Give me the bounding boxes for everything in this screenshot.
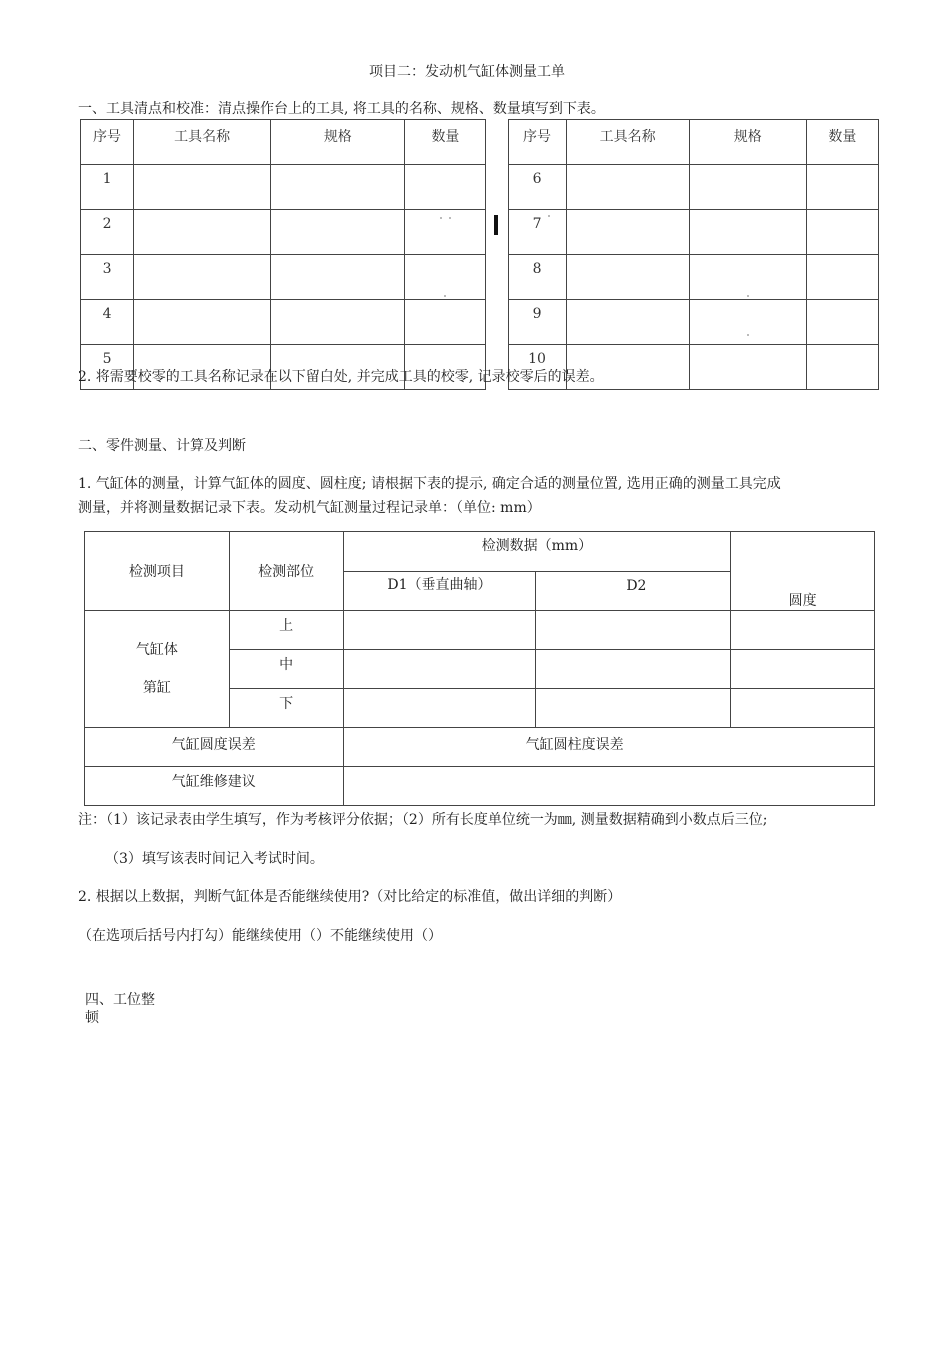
row-index: 6 — [508, 165, 566, 210]
col-header-index-right: 序号 — [508, 120, 566, 165]
judgment-question: 2. 根据以上数据，判断气缸体是否能继续使用?（对比给定的标准值，做出详细的判断） — [78, 889, 622, 905]
qty-cell[interactable] — [806, 345, 878, 390]
header-row-1 — [85, 532, 875, 572]
d1-cell[interactable] — [343, 689, 536, 728]
repair-advice-label: 气缸维修建议 — [85, 767, 344, 806]
d2-cell[interactable] — [536, 611, 731, 650]
row-index: 5 — [81, 345, 134, 390]
table-row — [85, 728, 875, 767]
col-header-part: 检测部位 — [229, 532, 343, 611]
section4-heading-line2: 顿 — [85, 1010, 99, 1026]
measurement-table — [84, 531, 875, 806]
row-index: 7 — [508, 210, 566, 255]
table-row — [81, 165, 879, 210]
row-index: 4 — [81, 300, 134, 345]
scan-speck — [440, 217, 442, 219]
table-row — [85, 611, 875, 650]
col-header-spec-right: 规格 — [689, 120, 806, 165]
table-row — [81, 210, 879, 255]
spec-cell[interactable] — [271, 210, 405, 255]
col-header-qty-right: 数量 — [806, 120, 878, 165]
spec-cell[interactable] — [271, 255, 405, 300]
table-row — [85, 767, 875, 806]
qty-cell[interactable] — [806, 255, 878, 300]
cylinder-label — [85, 611, 230, 728]
zeroing-note: 2. 将需要校零的工具名称记录在以下留白处, 并完成工具的校零, 记录校零后的误差。 — [78, 369, 604, 385]
row-index: 8 — [508, 255, 566, 300]
tool-name-cell[interactable] — [134, 210, 271, 255]
cylindricity-error-label: 气缸圆柱度误差 — [343, 728, 874, 767]
scan-speck — [548, 215, 550, 217]
scan-speck — [747, 334, 749, 336]
judgment-options: （在选项后括号内打勾）能继续使用（）不能继续使用（） — [78, 928, 442, 944]
tools-table — [80, 119, 879, 390]
page-title: 项目二：发动机气缸体测量工单 — [369, 64, 565, 80]
col-header-spec: 规格 — [271, 120, 405, 165]
scan-speck — [444, 295, 446, 297]
table-gap — [486, 255, 508, 300]
spec-cell[interactable] — [271, 165, 405, 210]
roundness-error-label: 气缸圆度误差 — [85, 728, 344, 767]
spec-cell[interactable] — [689, 255, 806, 300]
table-row — [81, 300, 879, 345]
spec-cell[interactable] — [271, 300, 405, 345]
row-index: 3 — [81, 255, 134, 300]
row-index: 9 — [508, 300, 566, 345]
qty-cell[interactable] — [405, 255, 486, 300]
cylinder-label-line2: 第缸 — [142, 680, 171, 696]
qty-cell[interactable] — [405, 165, 486, 210]
tools-header-row — [81, 120, 879, 165]
spec-cell[interactable] — [689, 300, 806, 345]
qty-cell[interactable] — [806, 165, 878, 210]
measurement-instructions-line1: 1. 气缸体的测量，计算气缸体的圆度、圆柱度; 请根据下表的提示, 确定合适的测量位置, 选用正确的测量工具完成 — [78, 476, 781, 492]
row-index: 10 — [508, 345, 566, 390]
cylinder-label-line1: 气缸体 — [135, 642, 178, 658]
table-note-line1: 注：（1）该记录表由学生填写，作为考核评分依据；（2）所有长度单位统一为㎜, 测量数据精确到小数点后三位; — [78, 812, 768, 828]
row-index: 2 — [81, 210, 134, 255]
table-gap — [486, 300, 508, 345]
repair-advice-cell[interactable] — [343, 767, 874, 806]
d2-cell[interactable] — [536, 689, 731, 728]
col-header-tool-name-right: 工具名称 — [566, 120, 689, 165]
section1-heading: 一、工具清点和校准：清点操作台上的工具, 将工具的名称、规格、数量填写到下表。 — [78, 101, 605, 117]
qty-cell[interactable] — [806, 210, 878, 255]
qty-cell[interactable] — [405, 210, 486, 255]
roundness-cell[interactable] — [731, 650, 875, 689]
tool-name-cell[interactable] — [566, 165, 689, 210]
scan-speck — [449, 217, 451, 219]
col-header-tool-name: 工具名称 — [134, 120, 271, 165]
table-note-line2: （3）填写该表时间记入考试时间。 — [105, 851, 324, 867]
tool-name-cell[interactable] — [566, 300, 689, 345]
spec-cell[interactable] — [689, 165, 806, 210]
measurement-instructions-line2: 测量，并将测量数据记录下表。发动机气缸测量过程记录单：（单位: mm） — [78, 500, 541, 516]
tool-name-cell[interactable] — [134, 300, 271, 345]
col-header-d1: D1（垂直曲轴） — [343, 572, 536, 611]
col-header-d2: D2 — [536, 572, 731, 611]
spec-cell[interactable] — [689, 345, 806, 390]
d2-cell[interactable] — [536, 650, 731, 689]
qty-cell[interactable] — [806, 300, 878, 345]
table-row — [81, 255, 879, 300]
section2-heading: 二、零件测量、计算及判断 — [78, 438, 246, 454]
spec-cell[interactable] — [689, 210, 806, 255]
position-top: 上 — [229, 611, 343, 650]
separator-mark — [494, 215, 498, 235]
roundness-cell[interactable] — [731, 611, 875, 650]
tool-name-cell[interactable] — [566, 210, 689, 255]
col-header-data: 检测数据（mm） — [343, 532, 731, 572]
qty-cell[interactable] — [405, 300, 486, 345]
scan-speck — [747, 295, 749, 297]
table-gap — [486, 120, 508, 165]
d1-cell[interactable] — [343, 611, 536, 650]
position-middle: 中 — [229, 650, 343, 689]
col-header-qty: 数量 — [405, 120, 486, 165]
tool-name-cell[interactable] — [134, 165, 271, 210]
col-header-index: 序号 — [81, 120, 134, 165]
d1-cell[interactable] — [343, 650, 536, 689]
table-gap — [486, 165, 508, 210]
tool-name-cell[interactable] — [566, 255, 689, 300]
tool-name-cell[interactable] — [134, 255, 271, 300]
position-bottom: 下 — [229, 689, 343, 728]
col-header-item: 检测项目 — [85, 532, 230, 611]
row-index: 1 — [81, 165, 134, 210]
roundness-cell[interactable] — [731, 689, 875, 728]
col-header-roundness: 圆度 — [731, 532, 875, 611]
section4-heading-line1: 四、工位整 — [85, 992, 155, 1008]
